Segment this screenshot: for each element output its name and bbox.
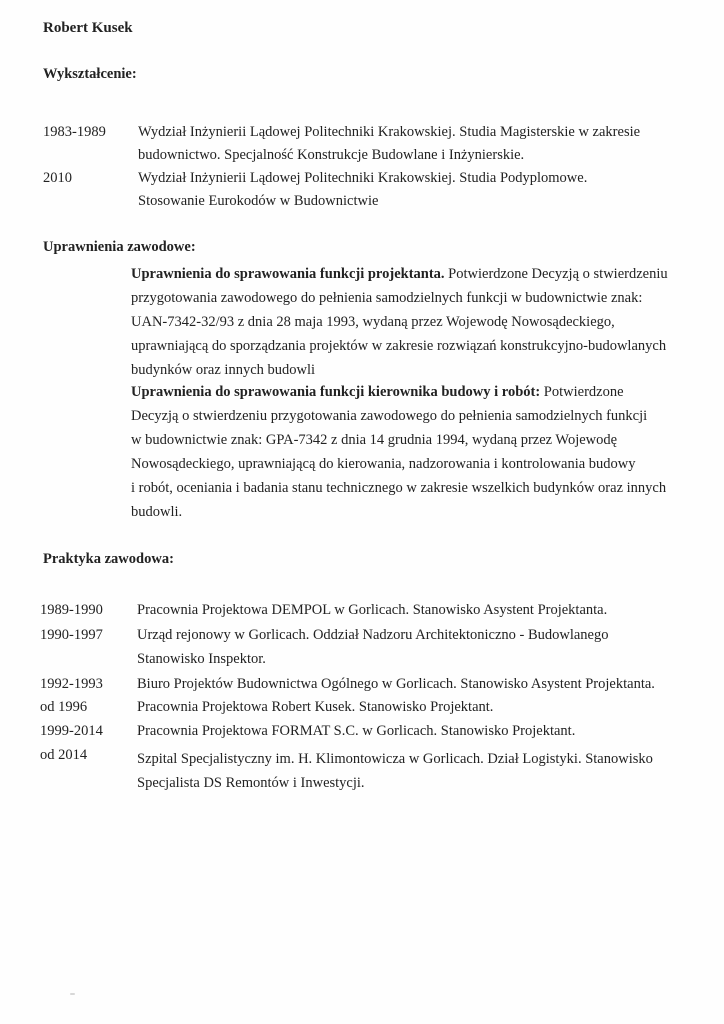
practice-line: Pracownia Projektowa FORMAT S.C. w Gorlicach. Stanowisko Projektant. bbox=[137, 723, 576, 739]
practice-years: 1992-1993 bbox=[40, 676, 103, 692]
practice-years: od 1996 bbox=[40, 699, 88, 715]
practice-years: od 2014 bbox=[40, 747, 88, 763]
education-line: Wydział Inżynierii Lądowej Politechniki Krakowskiej. Studia Magisterskie w zakresie bbox=[138, 124, 641, 140]
practice-line: Stanowisko Inspektor. bbox=[137, 651, 266, 667]
design-license-line: uprawniającą do sporządzania projektów w zakresie rozwiązań konstrukcyjno-budowlanych bbox=[131, 338, 667, 354]
education-line: Wydział Inżynierii Lądowej Politechniki Krakowskiej. Studia Podyplomowe. bbox=[138, 170, 588, 186]
education-heading: Wykształcenie: bbox=[43, 66, 137, 82]
education-line: budownictwo. Specjalność Konstrukcje Budowlane i Inżynierskie. bbox=[138, 147, 525, 163]
design-license-title: Uprawnienia do sprawowania funkcji projektanta. bbox=[131, 266, 445, 282]
scan-smudge bbox=[70, 993, 75, 995]
practice-line: Urząd rejonowy w Gorlicach. Oddział Nadzoru Architektoniczno - Budowlanego bbox=[137, 627, 609, 643]
practice-line: Pracownia Projektowa DEMPOL w Gorlicach. Stanowisko Asystent Projektanta. bbox=[137, 602, 608, 618]
education-years: 1983-1989 bbox=[43, 124, 106, 140]
design-license-text: Potwierdzone Decyzją o stwierdzeniu bbox=[444, 266, 668, 282]
construction-license-title: Uprawnienia do sprawowania funkcji kierownika budowy i robót: bbox=[131, 384, 541, 400]
practice-heading: Praktyka zawodowa: bbox=[43, 551, 174, 567]
practice-years: 1999-2014 bbox=[40, 723, 103, 739]
construction-license-line: w budownictwie znak: GPA-7342 z dnia 14 grudnia 1994, wydaną przez Wojewodę bbox=[131, 432, 618, 448]
design-license-line: przygotowania zawodowego do pełnienia samodzielnych funkcji w budownictwie znak: bbox=[131, 290, 643, 306]
practice-years: 1989-1990 bbox=[40, 602, 103, 618]
construction-license-first-line bbox=[131, 384, 624, 401]
practice-line: Specjalista DS Remontów i Inwestycji. bbox=[137, 775, 365, 791]
construction-license-line: i robót, oceniania i badania stanu technicznego w zakresie wszelkich budynków oraz innych bbox=[131, 480, 667, 496]
construction-license-line: Decyzją o stwierdzeniu przygotowania zawodowego do pełnienia samodzielnych funkcji bbox=[131, 408, 648, 424]
education-line: Stosowanie Eurokodów w Budownictwie bbox=[138, 193, 379, 209]
practice-years: 1990-1997 bbox=[40, 627, 103, 643]
construction-license-line: Nowosądeckiego, uprawniającą do kierowania, nadzorowania i kontrolowania budowy bbox=[131, 456, 636, 472]
construction-license-line: budowli. bbox=[131, 504, 183, 520]
practice-line: Pracownia Projektowa Robert Kusek. Stanowisko Projektant. bbox=[137, 699, 494, 715]
practice-line: Biuro Projektów Budownictwa Ogólnego w Gorlicach. Stanowisko Asystent Projektanta. bbox=[137, 676, 655, 692]
design-license-first-line bbox=[131, 266, 668, 283]
education-years: 2010 bbox=[43, 170, 72, 186]
design-license-line: UAN-7342-32/93 z dnia 28 maja 1993, wydaną przez Wojewodę Nowosądeckiego, bbox=[131, 314, 615, 330]
licenses-heading: Uprawnienia zawodowe: bbox=[43, 239, 196, 255]
practice-line: Szpital Specjalistyczny im. H. Klimontowicza w Gorlicach. Dział Logistyki. Stanowisko bbox=[137, 751, 653, 767]
design-license-line: budynków oraz innych budowli bbox=[131, 362, 316, 378]
construction-license-text: Potwierdzone bbox=[540, 384, 624, 400]
person-name: Robert Kusek bbox=[43, 20, 133, 36]
